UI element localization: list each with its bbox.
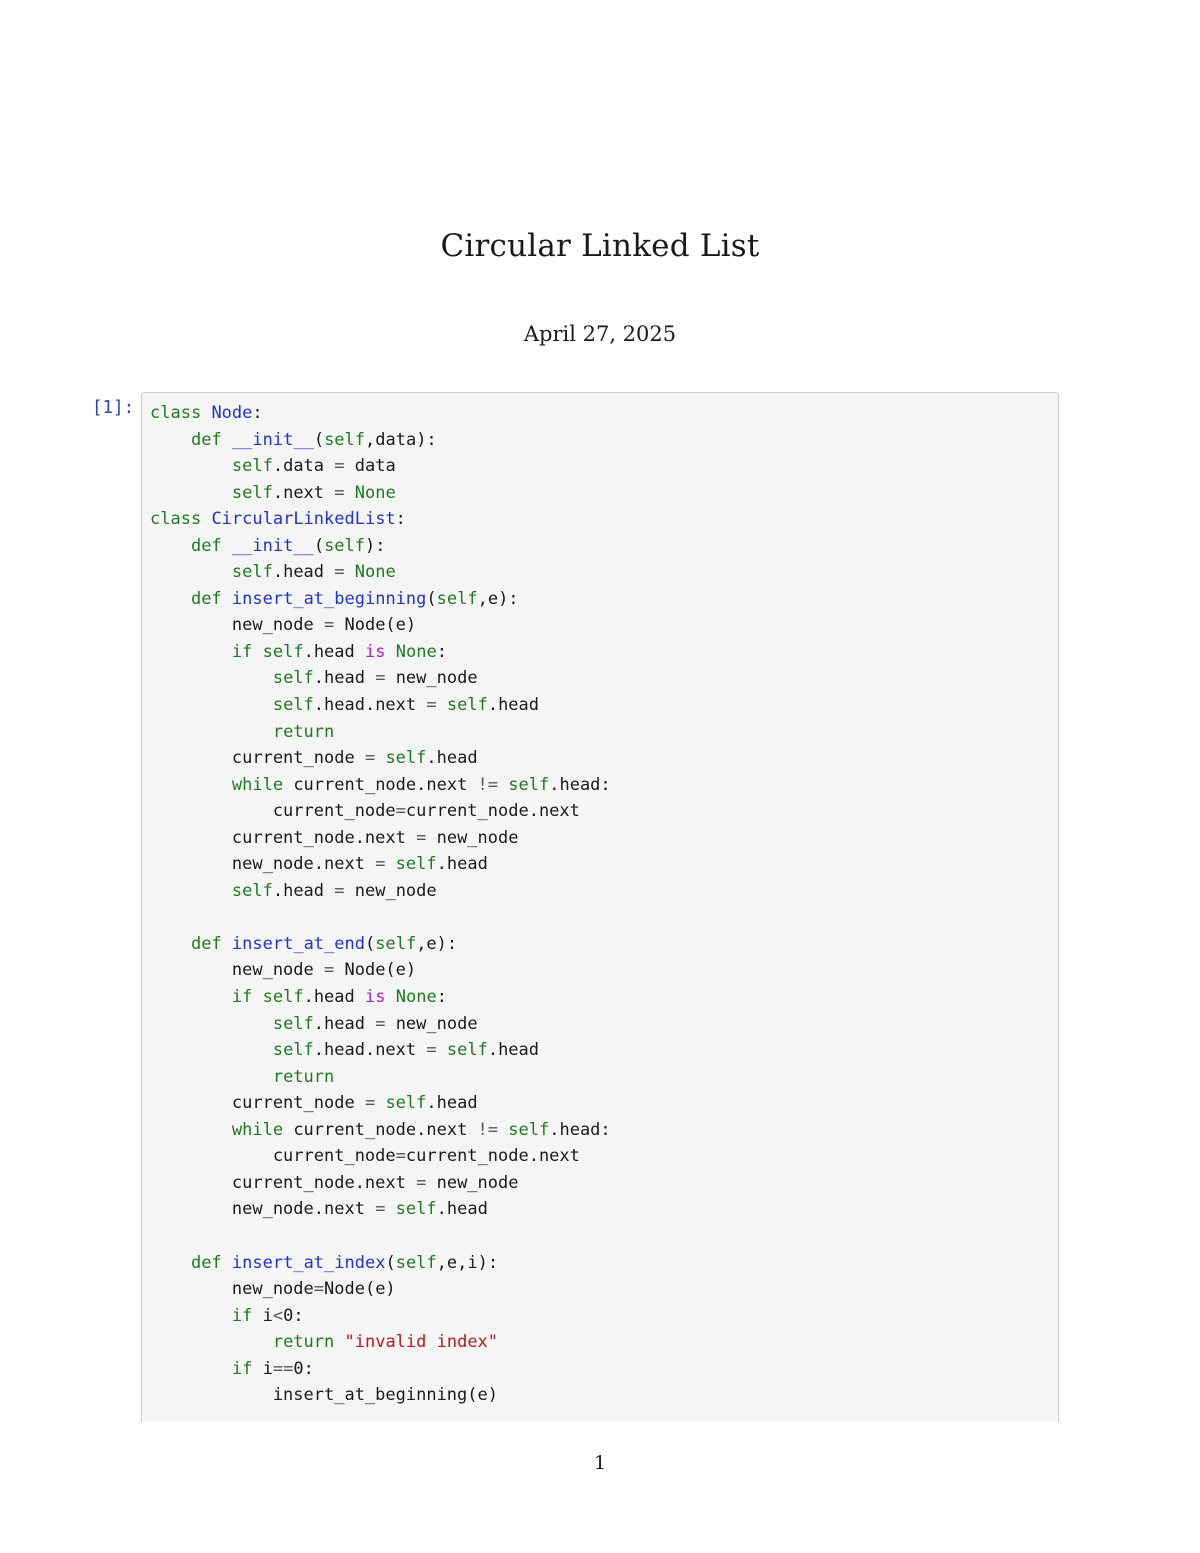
code-token: self [446, 695, 488, 716]
code-line [150, 745, 611, 772]
code-token [150, 668, 273, 688]
code-token: = [416, 827, 427, 848]
code-token: None [354, 482, 396, 503]
code-token: current_node [150, 801, 396, 822]
code-line [150, 586, 611, 613]
code-token [498, 1120, 508, 1140]
code-line [150, 400, 611, 427]
code-token: if [231, 987, 253, 1008]
code-token: Node(e) [334, 615, 417, 636]
code-token [150, 695, 273, 715]
code-token [150, 1120, 232, 1140]
code-token [150, 722, 273, 742]
code-token [222, 536, 232, 556]
code-token: = [375, 1013, 386, 1034]
code-line [150, 1143, 611, 1170]
code-token: if [231, 641, 253, 662]
code-token: .head [436, 854, 488, 875]
code-token: new_node [344, 880, 437, 901]
code-token: .data [272, 456, 335, 477]
code-token [201, 509, 211, 529]
code-token: .head [487, 1040, 540, 1061]
code-token: return [272, 1332, 335, 1353]
code-token: .head.next [313, 1040, 427, 1061]
code-block [150, 400, 611, 1409]
code-line [150, 931, 611, 958]
code-token: current_node.next [283, 774, 478, 795]
code-line [150, 1064, 611, 1091]
code-token: self [231, 482, 273, 503]
code-token: self [272, 1040, 314, 1061]
code-token [252, 987, 262, 1007]
code-token: 0: [283, 1305, 304, 1326]
code-token: current_node.next [150, 827, 417, 848]
code-line [150, 1276, 611, 1303]
code-token: new_node [385, 668, 478, 689]
code-token: .head [272, 880, 335, 901]
code-token: __init__ [231, 429, 314, 450]
code-line [150, 427, 611, 454]
code-token: = [334, 880, 345, 901]
code-token: : [436, 641, 447, 662]
code-token: i [252, 1305, 273, 1326]
code-token [150, 562, 232, 582]
code-token: is [365, 641, 386, 662]
code-token [150, 775, 232, 795]
code-token: ( [313, 535, 325, 556]
code-token: is [365, 987, 386, 1008]
code-token [150, 536, 191, 556]
code-token: self [262, 641, 304, 662]
code-token [222, 589, 232, 609]
code-token [222, 934, 232, 954]
code-line [150, 559, 611, 586]
code-token: = [313, 1279, 325, 1300]
code-token: def [190, 933, 222, 954]
code-line [150, 665, 611, 692]
code-token: .head [426, 1093, 478, 1114]
code-line [150, 878, 611, 905]
code-token: .head [272, 562, 335, 583]
code-line [150, 1223, 611, 1250]
code-token [150, 1306, 232, 1326]
code-token: Node(e) [334, 960, 417, 981]
code-token: ,data): [365, 429, 437, 450]
code-line [150, 692, 611, 719]
code-token: self [395, 1199, 437, 1220]
code-token: ,e,i): [436, 1252, 499, 1273]
code-token: .head [313, 1013, 376, 1034]
code-token: new_node.next [150, 1199, 376, 1220]
code-token [385, 642, 395, 662]
code-line [150, 1196, 611, 1223]
code-token: = [426, 1040, 437, 1061]
code-token: self [231, 880, 273, 901]
code-token: current_node.next [405, 1146, 580, 1167]
code-line [150, 1250, 611, 1277]
code-token: .head [436, 1199, 488, 1220]
code-token: self [231, 562, 273, 583]
code-token: new_node [150, 615, 324, 636]
code-line [150, 719, 611, 746]
code-token: def [190, 535, 222, 556]
code-token: ,e): [416, 933, 458, 954]
code-token: self [446, 1040, 488, 1061]
code-token: .next [272, 482, 335, 503]
code-line [150, 1329, 611, 1356]
code-token [150, 881, 232, 901]
code-token [201, 403, 211, 423]
code-token: if [231, 1358, 253, 1379]
code-token: .head: [549, 774, 611, 795]
code-token: return [272, 721, 335, 742]
code-token: .head [303, 641, 365, 662]
code-token: insert_at_beginning(e) [150, 1385, 498, 1406]
code-line [150, 1011, 611, 1038]
code-token: self [272, 668, 314, 689]
code-token: = [364, 1093, 376, 1114]
document-date: April 27, 2025 [523, 322, 677, 346]
code-token: insert_at_end [231, 933, 365, 954]
code-token [222, 1253, 232, 1273]
code-token: = [324, 615, 335, 636]
code-token: None [354, 562, 396, 583]
code-token: self [375, 933, 417, 954]
code-token: i [252, 1358, 273, 1379]
cell-prompt: [1]: [92, 398, 135, 418]
code-token: .head [303, 987, 365, 1008]
code-token [150, 987, 232, 1007]
code-token: = [334, 482, 345, 503]
code-token [150, 1359, 232, 1379]
code-token [222, 430, 232, 450]
code-token: ( [426, 588, 437, 609]
code-token: self [508, 774, 550, 795]
code-token: = [334, 562, 345, 583]
code-line [150, 957, 611, 984]
code-token: self [231, 456, 273, 477]
code-token: current_node [150, 1093, 365, 1114]
code-token: Node(e) [324, 1279, 396, 1300]
code-token: None [395, 987, 437, 1008]
code-token: ): [365, 535, 386, 556]
code-line [150, 1303, 611, 1330]
code-token: .head [487, 695, 540, 716]
code-token [150, 642, 232, 662]
code-line [150, 480, 611, 507]
code-line [150, 1356, 611, 1383]
code-token: "invalid index" [344, 1332, 499, 1353]
code-token [150, 483, 232, 503]
code-token: = [324, 960, 335, 981]
code-line [150, 798, 611, 825]
code-token: = [395, 801, 406, 822]
code-token: self [272, 1013, 314, 1034]
code-token [150, 589, 191, 609]
code-line [150, 639, 611, 666]
code-line [150, 825, 611, 852]
code-token: self [324, 535, 366, 556]
code-token: = [375, 854, 386, 875]
code-line [150, 772, 611, 799]
code-line [150, 984, 611, 1011]
code-token: ,e): [477, 588, 519, 609]
code-token: = [416, 1172, 427, 1193]
code-token: new_node [426, 1172, 519, 1193]
code-token: current_node [150, 748, 365, 769]
code-token: = [375, 668, 386, 689]
code-line [150, 904, 611, 931]
code-token: current_node [150, 1146, 396, 1167]
code-token: class [150, 403, 202, 423]
code-token: ( [364, 933, 376, 954]
code-token: while [231, 1119, 284, 1140]
code-line [150, 506, 611, 533]
code-token: current_node.next [405, 801, 580, 822]
code-token: .head.next [313, 695, 427, 716]
code-token: Node [211, 403, 253, 423]
code-token: < [272, 1305, 284, 1326]
code-token: self [385, 748, 427, 769]
code-token: = [375, 1199, 386, 1220]
code-cell[interactable] [141, 392, 1059, 1422]
code-token: self [436, 588, 478, 609]
code-token: return [272, 1066, 335, 1087]
code-token: def [190, 429, 222, 450]
code-line [150, 453, 611, 480]
code-token: = [395, 1146, 406, 1167]
code-token [150, 1332, 273, 1352]
code-token [150, 430, 191, 450]
code-token: def [190, 588, 222, 609]
code-line [150, 612, 611, 639]
code-line [150, 851, 611, 878]
code-token [150, 1253, 191, 1273]
code-token [345, 562, 355, 582]
code-token: new_node [150, 960, 324, 981]
code-token: self [324, 429, 366, 450]
code-token: != [477, 774, 499, 795]
code-token: while [231, 774, 284, 795]
code-token [385, 854, 395, 874]
code-line [150, 533, 611, 560]
code-token: new_node [150, 1279, 314, 1300]
code-line [150, 1037, 611, 1064]
code-token: new_node [385, 1013, 478, 1034]
code-line [150, 1382, 611, 1409]
code-token: CircularLinkedList [211, 509, 396, 530]
code-token [150, 1014, 273, 1034]
code-token [375, 1093, 385, 1113]
code-token: : [252, 403, 263, 423]
code-token: None [395, 641, 437, 662]
code-token: self [395, 1252, 437, 1273]
code-token [150, 934, 191, 954]
code-token: self [508, 1119, 550, 1140]
code-token: .head [426, 748, 478, 769]
code-token: .head [313, 668, 376, 689]
code-token: .head: [549, 1119, 611, 1140]
code-token [385, 987, 395, 1007]
code-token: def [190, 1252, 222, 1273]
code-token: != [477, 1119, 499, 1140]
code-token: new_node.next [150, 854, 376, 875]
code-line [150, 1117, 611, 1144]
code-token: if [231, 1305, 253, 1326]
document-title: Circular Linked List [440, 228, 760, 264]
code-token: : [395, 509, 406, 530]
code-token: self [262, 987, 304, 1008]
page-number: 1 [593, 1452, 607, 1474]
code-line [150, 1170, 611, 1197]
code-token: new_node [426, 827, 519, 848]
code-token: self [395, 854, 437, 875]
code-token [150, 1067, 273, 1087]
code-token: self [272, 695, 314, 716]
code-token: insert_at_beginning [231, 588, 427, 609]
code-token [334, 1332, 344, 1352]
code-token: : [436, 987, 447, 1008]
code-token: data [344, 456, 396, 477]
code-token: == [272, 1358, 294, 1379]
code-token: class [150, 509, 202, 530]
code-token [437, 1040, 447, 1060]
code-token [345, 483, 355, 503]
code-token: = [426, 695, 437, 716]
code-line [150, 1090, 611, 1117]
code-token [150, 456, 232, 476]
code-token [498, 775, 508, 795]
code-token [150, 1040, 273, 1060]
code-token: ( [313, 429, 325, 450]
code-token: current_node.next [150, 1172, 417, 1193]
code-token [375, 748, 385, 768]
code-token: current_node.next [283, 1119, 478, 1140]
code-token: ( [385, 1252, 396, 1273]
code-token: __init__ [231, 535, 314, 556]
code-token: = [364, 748, 376, 769]
code-token: self [385, 1093, 427, 1114]
code-token [385, 1199, 395, 1219]
code-token: = [334, 456, 345, 477]
code-token [437, 695, 447, 715]
code-token [252, 642, 262, 662]
code-token: insert_at_index [231, 1252, 386, 1273]
code-token: 0: [293, 1358, 314, 1379]
